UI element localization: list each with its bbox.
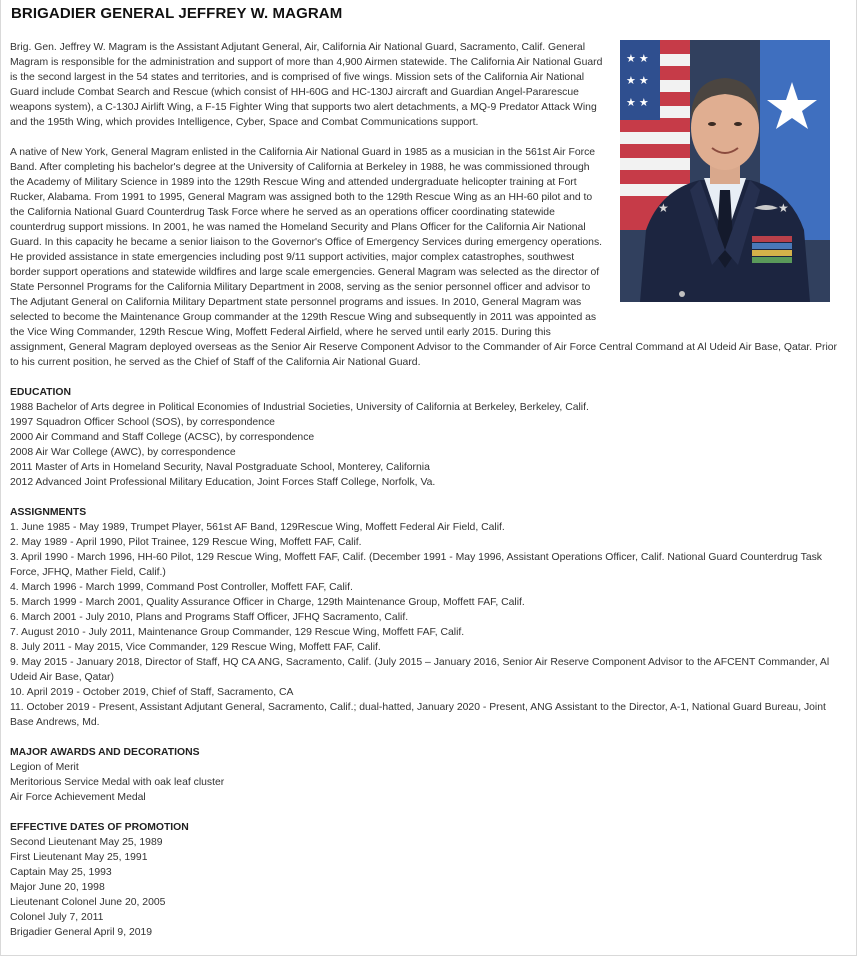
awards-item: Legion of Merit — [10, 762, 79, 773]
promotions-item: Second Lieutenant May 25, 1989 — [10, 837, 163, 848]
bio-paragraph-2-upper: A native of New York, General Magram enlisted in the California Air National Guard in 1985 as a musician in the 561st Air Force Band. After completing his bachelor's degree at the University of California at Berkeley in 1988, he was commissioned through the Academy of Military Science in 1989 into the 129th Rescue Wing and attended undergraduate helicopter training at Fort Rucker, Alabama. From 1991 to 1995, General Magram was assigned both to the 129th Rescue Wing as an HH-60 pilot and to the California National Guard Counterdrug Task Force where he served as an operations officer coordinating statewide counterdrug support missions. In 2001, he was named the Homeland Security and Plans Officer for the California Air National Guard. In this capacity he became a senior liaison to the Governor's Office of Emergency Services during emergency operations. He provided assistance in state emergencies including post 9/11 support activities, major complex catastrophes, southwest border support operations and statewide wildfires and large scale emergencies. General Magram was selected as the director of State Personnel Programs for the California Military Department in 2008, serving as the senior personnel officer and advisor to The Adjutant General on California Military Department state personnel programs and issues. In 2010, General Magram was selected to become the Maintenance Group commander at the 129th Rescue Wing and subsequently in 2011 was appointed as the Vice Wing Commander, 129th Rescue Wing, Moffett Federal Airfield, where he served until early 2015. During this — [10, 147, 603, 338]
assignments-heading: ASSIGNMENTS — [10, 507, 87, 518]
assignments-item: 4. March 1996 - March 1999, Command Post Controller, Moffett FAF, Calif. — [10, 582, 353, 593]
assignments-item: 8. July 2011 - May 2015, Vice Commander, 129 Rescue Wing, Moffett FAF, Calif. — [10, 642, 381, 653]
education-item: 1997 Squadron Officer School (SOS), by correspondence — [10, 417, 275, 428]
svg-text:★ ★: ★ ★ — [626, 97, 649, 109]
assignments-item: 1. June 1985 - May 1989, Trumpet Player, 561st AF Band, 129Rescue Wing, Moffett Federal Air Field, Calif. — [10, 522, 505, 533]
page-title: BRIGADIER GENERAL JEFFREY W. MAGRAM — [11, 5, 343, 22]
education-item: 2000 Air Command and Staff College (ACSC), by correspondence — [10, 432, 315, 443]
bio-paragraph-1: Brig. Gen. Jeffrey W. Magram is the Assistant Adjutant General, Air, California Air National Guard, Sacramento, Calif. General Magram is responsible for the administration and support of more than 4,900 Airmen statewide. The California Air National Guard is the second largest in the 54 states and territories, and is comprised of five wings. Mission sets of the California Air National Guard include Combat Search and Rescue (which consist of HH-60G and HC-130J aircraft and Guardian Angel-Pararescue weapons system), a C-130J Airlift Wing, a F-15 Fighter Wing that supports two alert detachments, a MQ-9 Predator Attack Wing and the 195th Wing, which provides Intelligence, Cyber, Space and Combat Communications support. — [10, 42, 603, 128]
svg-text:★ ★: ★ ★ — [626, 75, 649, 87]
assignments-item: 10. April 2019 - October 2019, Chief of Staff, Sacramento, CA — [10, 687, 294, 698]
promotions-heading: EFFECTIVE DATES OF PROMOTION — [10, 822, 189, 833]
assignments-item: 3. April 1990 - March 1996, HH-60 Pilot, 129 Rescue Wing, Moffett FAF, Calif. (December 1991 - May 1996, Assistant Operations Officer, Calif. National Guard Counterdrug Task Force, JFHQ, Mather Field, Calif.) — [10, 552, 823, 578]
promotions-item: Brigadier General April 9, 2019 — [10, 927, 153, 938]
promotions-item: First Lieutenant May 25, 1991 — [10, 852, 148, 863]
education-item: 1988 Bachelor of Arts degree in Political Economies of Industrial Societies, University of California at Berkeley, Berkeley, Calif. — [10, 402, 589, 413]
assignments-item: 6. March 2001 - July 2010, Plans and Programs Staff Officer, JFHQ Sacramento, Calif. — [10, 612, 409, 623]
assignments-item: 5. March 1999 - March 2001, Quality Assurance Officer in Charge, 129th Maintenance Group, Moffett FAF, Calif. — [10, 597, 525, 608]
bio-paragraph-2-lower: assignment, General Magram deployed overseas as the Senior Air Reserve Component Advisor to the Commander of Air Force Central Command at Al Udeid Air Base, Qatar. Prior to his current position, he served as the Chief of Staff of the California Air National Guard. — [10, 342, 838, 368]
promotions-item: Colonel July 7, 2011 — [10, 912, 104, 923]
svg-text:★ ★: ★ ★ — [626, 53, 649, 65]
svg-text:★: ★ — [778, 201, 789, 215]
bio-paragraph-2 — [10, 145, 848, 370]
education-item: 2011 Master of Arts in Homeland Security, Naval Postgraduate School, Monterey, California — [10, 462, 430, 473]
education-section — [10, 385, 848, 490]
promotions-item: Captain May 25, 1993 — [10, 867, 112, 878]
education-item: 2012 Advanced Joint Professional Military Education, Joint Forces Staff College, Norfolk, Va. — [10, 477, 436, 488]
education-item: 2008 Air War College (AWC), by correspondence — [10, 447, 236, 458]
awards-item: Air Force Achievement Medal — [10, 792, 146, 803]
assignments-item: 7. August 2010 - July 2011, Maintenance Group Commander, 129 Rescue Wing, Moffett FAF, Calif. — [10, 627, 465, 638]
awards-item: Meritorious Service Medal with oak leaf cluster — [10, 777, 225, 788]
awards-heading: MAJOR AWARDS AND DECORATIONS — [10, 747, 200, 758]
assignments-item: 11. October 2019 - Present, Assistant Adjutant General, Sacramento, Calif.; dual-hatted, January 2020 - Present, ANG Assistant to the Director, A-1, National Guard Bureau, Joint Base Andrews, Md. — [10, 702, 826, 728]
awards-section — [10, 745, 848, 805]
assignments-item: 2. May 1989 - April 1990, Pilot Trainee, 129 Rescue Wing, Moffett FAF, Calif. — [10, 537, 362, 548]
assignments-section — [10, 505, 848, 730]
assignments-item: 9. May 2015 - January 2018, Director of Staff, HQ CA ANG, Sacramento, Calif. (July 2015 – January 2016, Senior Air Reserve Component Advisor to the AFCENT Commander, Al Udeid Air Base, Qatar) — [10, 657, 830, 683]
biography-body — [10, 40, 848, 940]
promotions-item: Major June 20, 1998 — [10, 882, 105, 893]
education-heading: EDUCATION — [10, 387, 71, 398]
promotions-item: Lieutenant Colonel June 20, 2005 — [10, 897, 166, 908]
promotions-section — [10, 820, 848, 940]
svg-text:★: ★ — [658, 201, 669, 215]
